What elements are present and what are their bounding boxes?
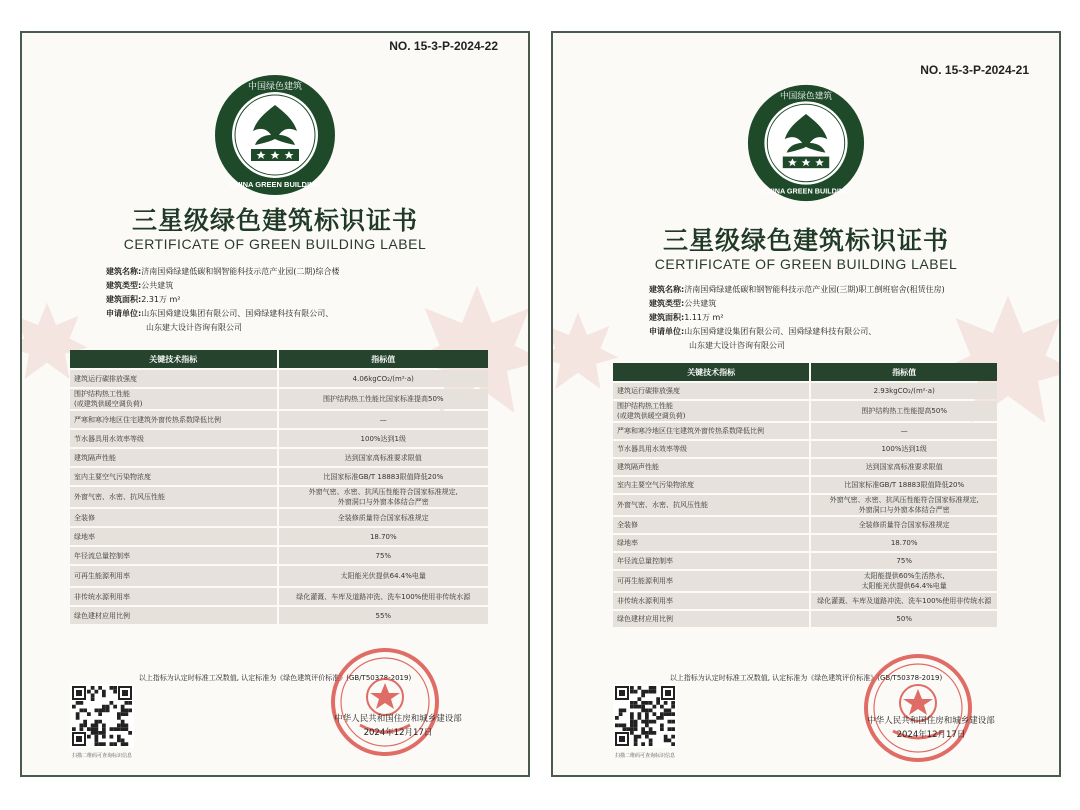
table-row — [613, 441, 997, 457]
table-row — [70, 389, 488, 409]
indicator-name: 室内主要空气污染物浓度 — [613, 477, 809, 493]
table-row — [613, 535, 997, 551]
table-row — [613, 383, 997, 399]
title-english: CERTIFICATE OF GREEN BUILDING LABEL — [654, 256, 958, 272]
table-row — [70, 547, 488, 564]
indicator-value: — — [279, 411, 488, 428]
indicator-table — [68, 348, 490, 626]
indicator-value: 围护结构热工性能提高50% — [811, 401, 997, 421]
building-area: 1.11万 m² — [684, 313, 724, 322]
area-label: 建筑面积: — [106, 295, 142, 304]
table-row — [613, 611, 997, 627]
indicator-name: 围护结构热工性能 (或建筑供暖空调负荷) — [613, 401, 809, 421]
indicator-name: 建筑运行碳排放强度 — [613, 383, 809, 399]
indicator-name: 可再生能源利用率 — [70, 566, 277, 586]
indicator-value: 100%达到1级 — [811, 441, 997, 457]
table-row — [613, 571, 997, 591]
indicator-name: 年径流总量控制率 — [70, 547, 277, 564]
indicator-name: 绿地率 — [613, 535, 809, 551]
type-label: 建筑类型: — [106, 281, 142, 290]
table-row — [70, 487, 488, 507]
indicator-value: 外窗气密、水密、抗风压性能符合国家标准规定, 外窗洞口与外窗本体结合严密 — [279, 487, 488, 507]
indicator-value: 75% — [279, 547, 488, 564]
svg-text:CHINA GREEN BUILDING: CHINA GREEN BUILDING — [762, 186, 850, 196]
green-building-logo-icon — [746, 83, 866, 203]
issuer: 中华人民共和国住房和城乡建设部 — [867, 716, 995, 726]
table-row — [70, 588, 488, 605]
type-label: 建筑类型: — [649, 299, 685, 308]
qr-caption: 扫描二维码可查询标识信息 — [71, 753, 132, 759]
table-row — [70, 430, 488, 447]
indicator-value: 75% — [811, 553, 997, 569]
table-header — [613, 363, 997, 381]
green-building-logo-icon — [213, 73, 337, 197]
table-header — [70, 350, 488, 368]
indicator-value: 比国家标准GB/T 18883限值降低20% — [811, 477, 997, 493]
applicant-line-2: 山东建大设计咨询有限公司 — [689, 341, 785, 350]
indicator-value: 4.06kgCO₂/(m²·a) — [279, 370, 488, 387]
indicator-value: 比国家标准GB/T 18883限值降低20% — [279, 468, 488, 485]
title-english: CERTIFICATE OF GREEN BUILDING LABEL — [123, 236, 427, 252]
table-row — [613, 477, 997, 493]
indicator-name: 建筑运行碳排放强度 — [70, 370, 277, 387]
indicator-name: 严寒和寒冷地区住宅建筑外窗传热系数降低比例 — [70, 411, 277, 428]
footnote: 以上指标为认定时标准工况数值, 认定标准为《绿色建筑评价标准》(GB/T50378-2019) — [669, 674, 943, 682]
table-row — [613, 517, 997, 533]
indicator-name: 绿色建材应用比例 — [70, 607, 277, 624]
indicator-name: 全装修 — [613, 517, 809, 533]
table-row — [70, 449, 488, 466]
building-info — [106, 265, 508, 335]
header-value: 指标值 — [279, 350, 488, 368]
indicator-value: 绿化灌溉、车库及道路冲洗、洗车100%使用非传统水源 — [811, 593, 997, 609]
indicator-name: 全装修 — [70, 509, 277, 526]
indicator-value: — — [811, 423, 997, 439]
table-row — [613, 495, 997, 515]
indicator-name: 非传统水源利用率 — [613, 593, 809, 609]
title-chinese: 三星级绿色建筑标识证书 — [131, 206, 418, 235]
issuer: 中华人民共和国住房和城乡建设部 — [334, 714, 462, 724]
indicator-value: 全装修质量符合国家标准规定 — [279, 509, 488, 526]
table-row — [70, 370, 488, 387]
indicator-name: 建筑隔声性能 — [70, 449, 277, 466]
table-row — [70, 468, 488, 485]
qr-caption: 扫描二维码可查询标识信息 — [614, 753, 675, 759]
official-seal-icon — [330, 647, 440, 757]
header-indicator: 关键技术指标 — [613, 363, 809, 381]
building-name: 济南国舜绿建低碳和钢智能科技示范产业园(二期)综合楼 — [141, 267, 340, 276]
indicator-value: 太阳能光伏提供64.4%电量 — [279, 566, 488, 586]
svg-text:中国绿色建筑: 中国绿色建筑 — [247, 82, 303, 92]
table-row — [613, 459, 997, 475]
indicator-name: 非传统水源利用率 — [70, 588, 277, 605]
indicator-name: 节水器具用水效率等级 — [613, 441, 809, 457]
certificate-number: NO. 15-3-P-2024-21 — [920, 63, 1029, 77]
indicator-value: 绿化灌溉、车库及道路冲洗、洗车100%使用非传统水源 — [279, 588, 488, 605]
indicator-value: 18.70% — [279, 528, 488, 545]
applicant-label: 申请单位: — [106, 309, 142, 318]
issue-date: 2024年12月17日 — [896, 730, 966, 740]
qr-code-icon — [70, 684, 134, 748]
indicator-value: 100%达到1级 — [279, 430, 488, 447]
applicant-line-1: 山东国舜建设集团有限公司、国舜绿建科技有限公司、 — [141, 309, 334, 318]
building-name: 济南国舜绿建低碳和钢智能科技示范产业园(三期)职工倒班宿舍(租赁住房) — [684, 285, 945, 294]
header-value: 指标值 — [811, 363, 997, 381]
table-row — [613, 423, 997, 439]
area-label: 建筑面积: — [649, 313, 685, 322]
table-row — [70, 607, 488, 624]
indicator-name: 外窗气密、水密、抗风压性能 — [613, 495, 809, 515]
indicator-value: 外窗气密、水密、抗风压性能符合国家标准规定, 外窗洞口与外窗本体结合严密 — [811, 495, 997, 515]
certificate-right — [551, 31, 1061, 777]
issue-date: 2024年12月17日 — [363, 728, 433, 738]
certificate-left — [20, 31, 530, 777]
indicator-value: 全装修质量符合国家标准规定 — [811, 517, 997, 533]
indicator-name: 严寒和寒冷地区住宅建筑外窗传热系数降低比例 — [613, 423, 809, 439]
table-row — [613, 553, 997, 569]
name-label: 建筑名称: — [106, 267, 142, 276]
indicator-value: 太阳能提供60%生活热水, 太阳能光伏提供64.4%电量 — [811, 571, 997, 591]
applicant-line-1: 山东国舜建设集团有限公司、国舜绿建科技有限公司、 — [684, 327, 877, 336]
building-area: 2.31万 m² — [141, 295, 181, 304]
table-row — [70, 509, 488, 526]
certificate-number: NO. 15-3-P-2024-22 — [389, 39, 498, 53]
indicator-name: 室内主要空气污染物浓度 — [70, 468, 277, 485]
table-row — [70, 566, 488, 586]
indicator-name: 年径流总量控制率 — [613, 553, 809, 569]
official-seal-icon — [863, 653, 973, 763]
building-info — [649, 283, 1039, 353]
svg-text:中国绿色建筑: 中国绿色建筑 — [779, 91, 833, 102]
indicator-table — [611, 361, 999, 629]
indicator-value: 达到国家高标准要求限值 — [811, 459, 997, 475]
indicator-value: 达到国家高标准要求限值 — [279, 449, 488, 466]
header-indicator: 关键技术指标 — [70, 350, 277, 368]
footnote: 以上指标为认定时标准工况数值, 认定标准为《绿色建筑评价标准》(GB/T50378-2019) — [138, 674, 412, 682]
applicant-label: 申请单位: — [649, 327, 685, 336]
table-row — [613, 401, 997, 421]
indicator-name: 绿地率 — [70, 528, 277, 545]
table-row — [613, 593, 997, 609]
title-chinese: 三星级绿色建筑标识证书 — [662, 226, 949, 255]
indicator-name: 建筑隔声性能 — [613, 459, 809, 475]
indicator-name: 节水器具用水效率等级 — [70, 430, 277, 447]
name-label: 建筑名称: — [649, 285, 685, 294]
indicator-name: 可再生能源利用率 — [613, 571, 809, 591]
table-row — [70, 528, 488, 545]
qr-code-icon — [613, 684, 677, 748]
indicator-name: 绿色建材应用比例 — [613, 611, 809, 627]
indicator-name: 外窗气密、水密、抗风压性能 — [70, 487, 277, 507]
building-type: 公共建筑 — [684, 299, 717, 308]
svg-text:CHINA GREEN BUILDING: CHINA GREEN BUILDING — [229, 180, 321, 189]
table-row — [70, 411, 488, 428]
indicator-value: 18.70% — [811, 535, 997, 551]
building-type: 公共建筑 — [141, 281, 174, 290]
indicator-value: 55% — [279, 607, 488, 624]
indicator-value: 2.93kgCO₂/(m²·a) — [811, 383, 997, 399]
applicant-line-2: 山东建大设计咨询有限公司 — [146, 323, 242, 332]
indicator-value: 50% — [811, 611, 997, 627]
indicator-name: 围护结构热工性能 (或建筑供暖空调负荷) — [70, 389, 277, 409]
indicator-value: 围护结构热工性能比国家标准提高50% — [279, 389, 488, 409]
